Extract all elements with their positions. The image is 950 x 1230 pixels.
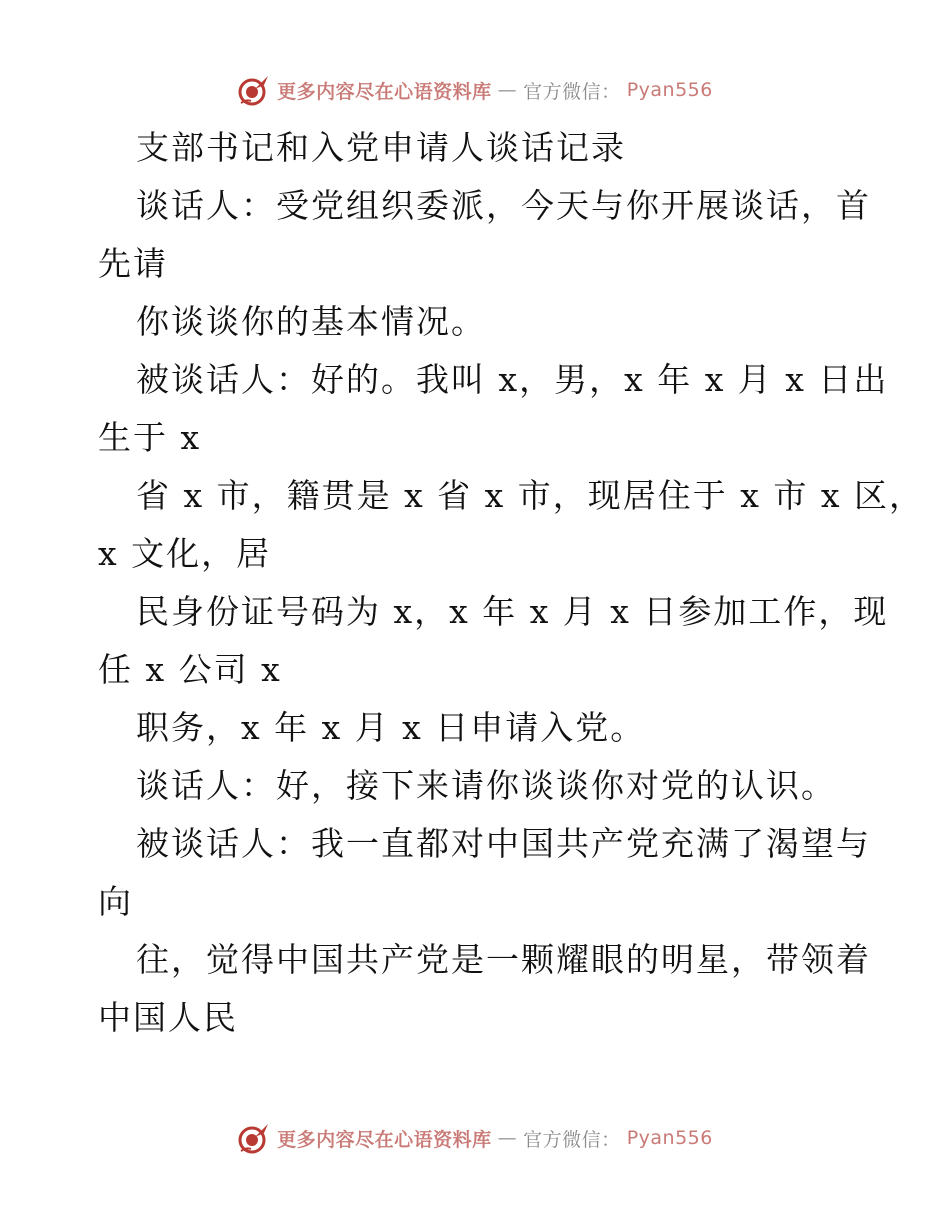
banner-dash: —: [497, 79, 518, 101]
text-line: 任 x 公司 x: [98, 650, 282, 689]
banner-wechat-label: 官方微信：: [523, 1128, 621, 1151]
text-line: 省 x 市，籍贯是 x 省 x 市，现居住于 x 市 x 区，: [136, 476, 924, 515]
banner-slogan: 更多内容尽在心语资料库: [277, 1128, 492, 1151]
text-line: 往，觉得中国共产党是一颗耀眼的明星，带领着: [136, 940, 871, 979]
text-line: 先请: [98, 244, 168, 283]
text-line: 你谈谈你的基本情况。: [136, 302, 486, 341]
quill-logo-icon: [237, 1121, 271, 1155]
text-line: 职务，x 年 x 月 x 日申请入党。: [136, 708, 646, 747]
text-line: 向: [98, 882, 133, 921]
banner-wechat-id: Pyan556: [626, 79, 713, 101]
banner-wechat-id: Pyan556: [626, 1127, 713, 1149]
text-line: 生于 x: [98, 418, 202, 457]
quill-logo-icon: [237, 73, 271, 107]
banner-slogan: 更多内容尽在心语资料库: [277, 80, 492, 103]
text-line: 被谈话人：我一直都对中国共产党充满了渴望与: [136, 824, 871, 863]
header-banner: [0, 70, 950, 110]
text-line: 谈话人：好，接下来请你谈谈你对党的认识。: [136, 766, 836, 805]
text-line: x 文化，居: [98, 534, 272, 573]
banner-dash: —: [497, 1127, 518, 1149]
banner-wechat-label: 官方微信：: [523, 80, 621, 103]
text-line: 被谈话人：好的。我叫 x，男，x 年 x 月 x 日出: [136, 360, 889, 399]
document-title: 支部书记和入党申请人谈话记录: [136, 128, 626, 167]
text-line: 谈话人：受党组织委派，今天与你开展谈话，首: [136, 186, 871, 225]
text-line: 民身份证号码为 x，x 年 x 月 x 日参加工作，现: [136, 592, 889, 631]
footer-banner: [0, 1118, 950, 1158]
text-line: 中国人民: [98, 998, 238, 1037]
